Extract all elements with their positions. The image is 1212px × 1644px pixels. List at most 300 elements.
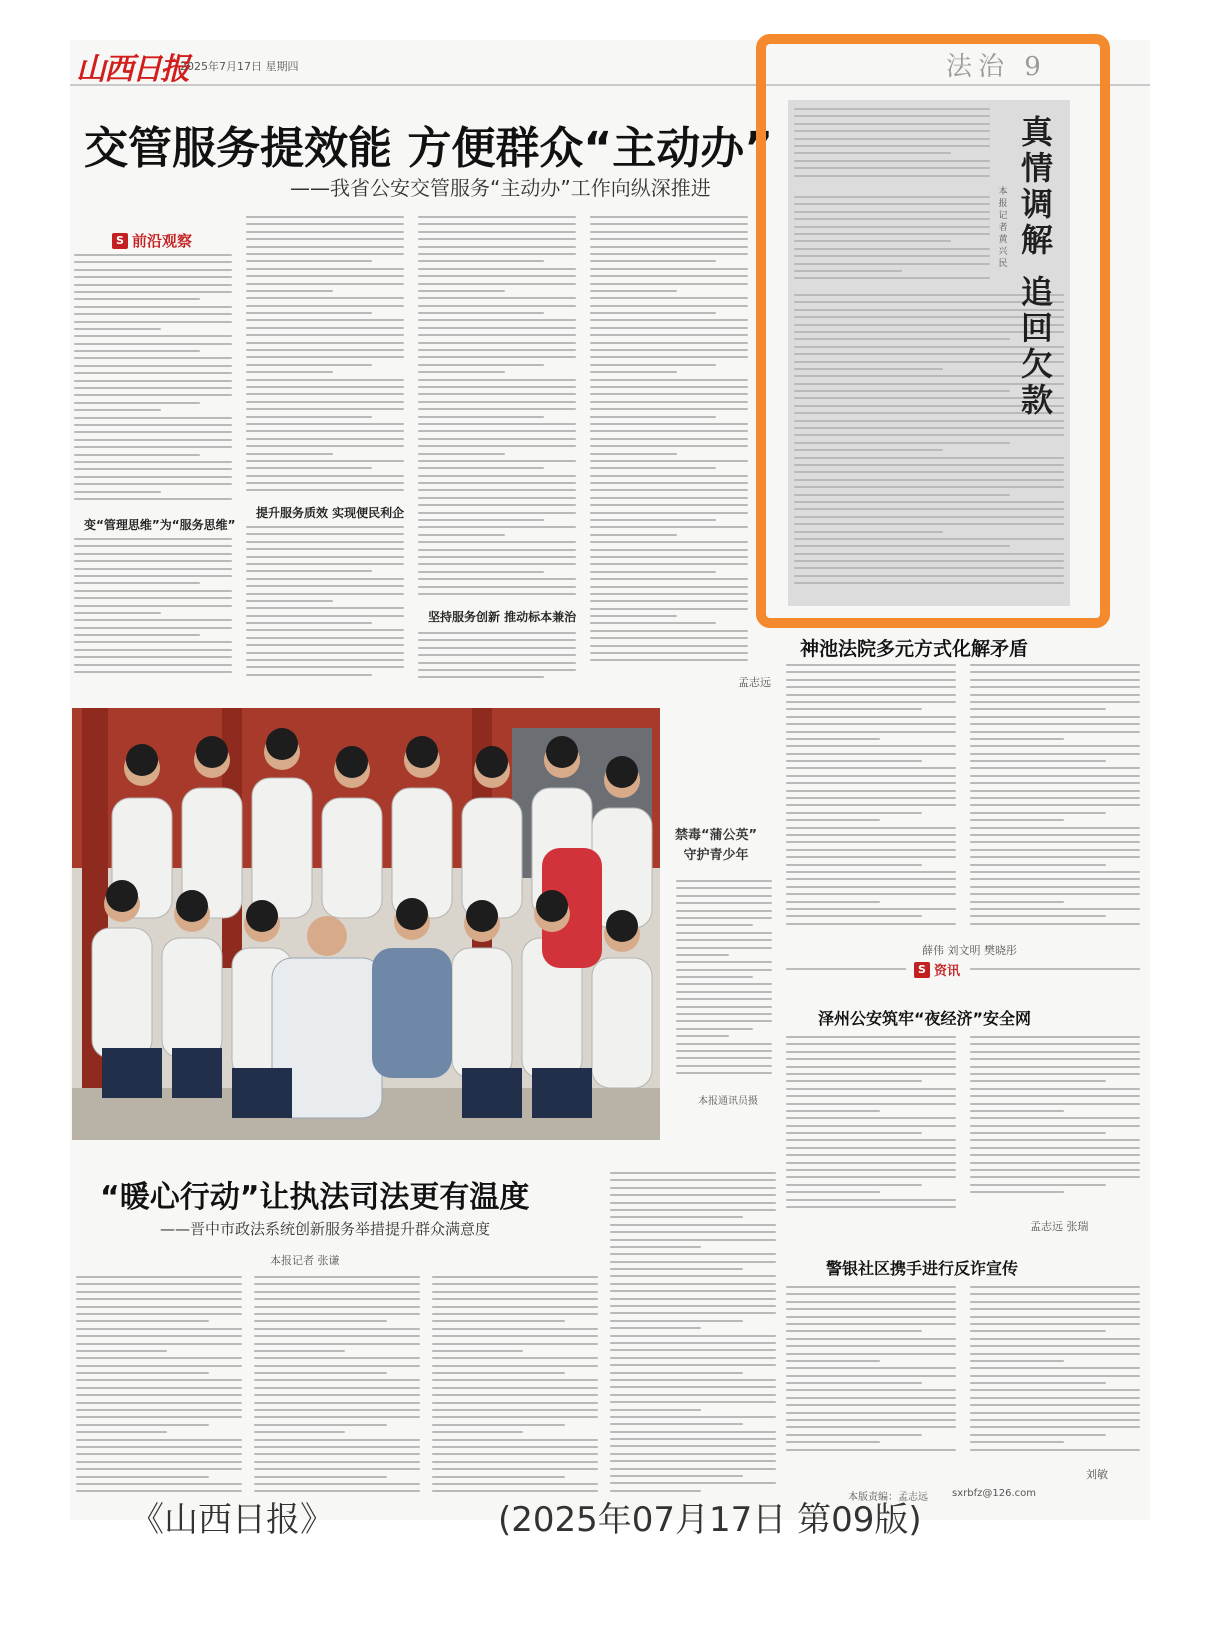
text-line <box>970 716 1140 718</box>
text-line <box>418 430 576 432</box>
text-line <box>246 453 333 455</box>
lead-body-column-3 <box>246 216 404 498</box>
text-line <box>610 1327 701 1329</box>
text-line <box>418 556 576 558</box>
text-line <box>246 371 333 373</box>
text-line <box>786 1191 880 1193</box>
text-line <box>610 1394 776 1396</box>
text-line <box>590 652 748 654</box>
text-line <box>76 1476 209 1478</box>
text-line <box>786 782 956 784</box>
text-line <box>246 578 404 580</box>
text-line <box>970 723 1140 725</box>
text-line <box>970 1286 1140 1288</box>
text-line <box>970 834 1140 836</box>
text-line <box>786 1330 922 1332</box>
text-line <box>786 1043 956 1045</box>
text-line <box>74 321 232 323</box>
text-line <box>786 716 956 718</box>
text-line <box>970 1184 1106 1186</box>
text-line <box>418 231 576 233</box>
text-line <box>76 1291 242 1293</box>
text-line <box>970 856 1140 858</box>
text-line <box>610 1386 776 1388</box>
text-line <box>590 238 748 240</box>
second-body-column-1 <box>76 1276 242 1498</box>
lead-body-column-7 <box>590 216 748 668</box>
text-line <box>254 1357 420 1359</box>
text-line <box>786 671 956 673</box>
text-line <box>432 1439 598 1441</box>
text-line <box>970 1375 1140 1377</box>
text-line <box>246 615 404 617</box>
text-line <box>610 1194 776 1196</box>
text-line <box>590 253 748 255</box>
text-line <box>590 586 748 588</box>
text-line <box>970 1103 1140 1105</box>
photo-credit: 本报通讯员摄 <box>698 1096 758 1107</box>
text-line <box>76 1402 242 1404</box>
text-line <box>74 590 232 592</box>
text-line <box>786 708 922 710</box>
text-line <box>676 939 772 941</box>
text-line <box>74 605 232 607</box>
text-line <box>418 489 576 491</box>
divider-right <box>970 968 1140 970</box>
text-line <box>970 1051 1140 1053</box>
text-line <box>970 871 1140 873</box>
text-line <box>970 1080 1106 1082</box>
text-line <box>418 445 576 447</box>
text-line <box>786 1419 956 1421</box>
text-line <box>970 1434 1106 1436</box>
text-line <box>76 1276 242 1278</box>
text-line <box>246 526 404 528</box>
text-line <box>970 1301 1140 1303</box>
text-line <box>74 575 232 577</box>
lead-subhead: ——我省公安交管服务“主动办”工作向纵深推进 <box>290 176 711 200</box>
text-line <box>610 1349 776 1351</box>
second-body-column-3 <box>432 1276 598 1498</box>
text-line <box>418 356 576 358</box>
text-line <box>786 812 922 814</box>
text-line <box>432 1446 598 1448</box>
text-line <box>786 1154 956 1156</box>
text-line <box>418 297 576 299</box>
text-line <box>676 902 772 904</box>
story-zezhou-title: 泽州公安筑牢“夜经济”安全网 <box>818 1009 1032 1028</box>
text-line <box>418 342 576 344</box>
text-line <box>786 908 956 910</box>
text-line <box>610 1172 776 1174</box>
text-line <box>786 1404 956 1406</box>
page-editor: 本版责编：孟志远 <box>848 1492 928 1503</box>
text-line <box>590 549 748 551</box>
photo-caption-title <box>668 826 764 866</box>
text-line <box>74 417 232 419</box>
text-line <box>970 1367 1140 1369</box>
text-line <box>246 275 404 277</box>
text-line <box>246 430 404 432</box>
text-line <box>610 1224 776 1226</box>
text-line <box>590 497 748 499</box>
text-line <box>590 216 748 218</box>
text-line <box>254 1468 420 1470</box>
text-line <box>254 1461 420 1463</box>
text-line <box>246 297 404 299</box>
text-line <box>432 1298 598 1300</box>
text-line <box>610 1401 776 1403</box>
text-line <box>76 1283 242 1285</box>
text-line <box>970 893 1140 895</box>
text-line <box>590 268 748 270</box>
text-line <box>610 1438 776 1440</box>
text-line <box>246 268 404 270</box>
text-line <box>786 760 922 762</box>
story-shenchi-title: 神池法院多元方式化解矛盾 <box>800 638 1029 660</box>
text-line <box>418 654 576 656</box>
text-line <box>418 246 576 248</box>
text-line <box>786 1036 956 1038</box>
text-line <box>254 1320 387 1322</box>
text-line <box>254 1328 420 1330</box>
text-line <box>418 312 544 314</box>
text-line <box>970 841 1140 843</box>
text-line <box>246 290 333 292</box>
text-line <box>590 319 748 321</box>
text-line <box>74 394 232 396</box>
text-line <box>74 306 232 308</box>
text-line <box>590 283 748 285</box>
text-line <box>254 1291 420 1293</box>
text-line <box>590 246 748 248</box>
text-line <box>74 291 232 293</box>
text-line <box>254 1276 420 1278</box>
text-line <box>76 1468 242 1470</box>
text-line <box>786 849 956 851</box>
text-line <box>970 679 1140 681</box>
text-line <box>786 1382 922 1384</box>
text-line <box>590 401 748 403</box>
text-line <box>74 649 232 651</box>
text-line <box>590 371 677 373</box>
text-line <box>74 627 232 629</box>
text-line <box>970 1073 1140 1075</box>
story-antifraud-title: 警银社区携手进行反诈宣传 <box>826 1259 1019 1278</box>
text-line <box>418 290 505 292</box>
text-line <box>246 238 404 240</box>
citation-paper-name: 《山西日报》 <box>130 1500 334 1540</box>
text-line <box>418 349 576 351</box>
text-line <box>970 864 1106 866</box>
news-photo-students <box>72 708 660 1140</box>
text-line <box>418 519 544 521</box>
text-line <box>610 1290 776 1292</box>
text-line <box>786 1375 956 1377</box>
text-line <box>76 1387 242 1389</box>
publication-date: 2025年7月17日 星期四 <box>180 60 299 73</box>
text-line <box>418 334 576 336</box>
text-line <box>590 571 716 573</box>
text-line <box>74 671 232 673</box>
text-line <box>970 1139 1140 1141</box>
text-line <box>418 379 576 381</box>
text-line <box>610 1179 776 1181</box>
text-line <box>610 1409 701 1411</box>
text-line <box>610 1275 776 1277</box>
text-line <box>786 1169 956 1171</box>
text-line <box>970 782 1140 784</box>
text-line <box>786 753 956 755</box>
text-line <box>246 482 404 484</box>
text-line <box>246 600 333 602</box>
text-line <box>786 864 922 866</box>
text-line <box>786 767 956 769</box>
text-line <box>74 483 232 485</box>
text-line <box>786 1308 956 1310</box>
text-line <box>610 1283 776 1285</box>
lead-headline: 交管服务提效能 方便群众“主动办” <box>84 123 774 174</box>
text-line <box>786 1110 880 1112</box>
text-line <box>676 887 772 889</box>
text-line <box>970 1323 1140 1325</box>
section-tag-label: 前沿观察 <box>132 232 193 250</box>
text-line <box>676 1035 729 1037</box>
text-line <box>590 290 677 292</box>
text-line <box>676 947 772 949</box>
text-line <box>970 738 1064 740</box>
lead-body-column-2 <box>74 538 232 684</box>
text-line <box>786 664 956 666</box>
text-line <box>970 745 1140 747</box>
text-line <box>74 402 200 404</box>
text-line <box>786 1088 956 1090</box>
text-line <box>970 1066 1140 1068</box>
text-line <box>610 1298 776 1300</box>
text-line <box>786 1147 956 1149</box>
text-line <box>418 639 576 641</box>
text-line <box>786 1441 880 1443</box>
text-line <box>970 1169 1140 1171</box>
text-line <box>590 275 748 277</box>
text-line <box>74 545 232 547</box>
text-line <box>246 652 404 654</box>
text-line <box>418 504 576 506</box>
text-line <box>590 393 748 395</box>
text-line <box>254 1335 420 1337</box>
text-line <box>74 538 232 540</box>
text-line <box>76 1372 209 1374</box>
text-line <box>676 1020 772 1022</box>
text-line <box>76 1335 242 1337</box>
text-line <box>610 1231 776 1233</box>
text-line <box>246 327 404 329</box>
text-line <box>590 512 748 514</box>
text-line <box>786 893 956 895</box>
text-line <box>246 563 404 565</box>
text-line <box>610 1468 776 1470</box>
text-line <box>610 1416 776 1418</box>
text-line <box>74 553 232 555</box>
text-line <box>418 549 576 551</box>
text-line <box>970 1176 1140 1178</box>
text-line <box>246 666 404 668</box>
text-line <box>74 656 232 658</box>
text-line <box>970 1338 1140 1340</box>
text-line <box>246 334 404 336</box>
text-line <box>432 1372 565 1374</box>
text-line <box>418 216 576 218</box>
text-line <box>418 647 576 649</box>
text-line <box>786 738 880 740</box>
text-line <box>590 364 716 366</box>
text-line <box>610 1460 776 1462</box>
text-line <box>432 1276 598 1278</box>
editor-email: sxrbfz@126.com <box>952 1488 1036 1499</box>
text-line <box>74 468 232 470</box>
text-line <box>786 878 956 880</box>
text-line <box>246 548 404 550</box>
text-line <box>786 1286 956 1288</box>
text-line <box>970 1308 1140 1310</box>
text-line <box>418 571 544 573</box>
text-line <box>610 1445 776 1447</box>
text-line <box>590 260 716 262</box>
text-line <box>970 812 1106 814</box>
text-line <box>76 1431 167 1433</box>
text-line <box>246 423 404 425</box>
highlighted-article-byline: 本报记者 黄兴民 <box>998 187 1008 269</box>
text-line <box>590 475 748 477</box>
text-line <box>246 593 404 595</box>
text-line <box>610 1239 776 1241</box>
text-line <box>590 408 748 410</box>
text-line <box>254 1343 420 1345</box>
text-line <box>610 1431 776 1433</box>
text-line <box>74 461 232 463</box>
text-line <box>418 438 576 440</box>
text-line <box>970 849 1140 851</box>
text-line <box>418 534 505 536</box>
text-line <box>76 1424 209 1426</box>
text-line <box>418 423 576 425</box>
text-line <box>254 1453 420 1455</box>
text-line <box>246 305 404 307</box>
text-line <box>786 1293 956 1295</box>
text-line <box>254 1283 420 1285</box>
text-line <box>246 445 404 447</box>
text-line <box>786 1353 956 1355</box>
text-line <box>246 246 404 248</box>
text-line <box>786 886 956 888</box>
text-line <box>786 819 880 821</box>
text-line <box>970 1412 1140 1414</box>
text-line <box>970 1162 1140 1164</box>
text-line <box>74 328 161 330</box>
text-line <box>610 1246 701 1248</box>
text-line <box>246 533 404 535</box>
text-line <box>246 364 372 366</box>
text-line <box>246 260 372 262</box>
text-line <box>786 1345 956 1347</box>
text-line <box>246 416 372 418</box>
text-line <box>590 231 748 233</box>
text-line <box>786 1449 956 1451</box>
divider-left <box>786 968 906 970</box>
text-line <box>418 268 576 270</box>
text-line <box>432 1306 598 1308</box>
text-line <box>432 1468 598 1470</box>
text-line <box>786 1412 956 1414</box>
text-line <box>76 1439 242 1441</box>
text-line <box>590 453 677 455</box>
text-line <box>590 541 748 543</box>
text-line <box>786 1389 956 1391</box>
text-line <box>610 1475 743 1477</box>
text-line <box>970 827 1140 829</box>
text-line <box>590 423 748 425</box>
text-line <box>590 608 748 610</box>
text-line <box>970 1191 1064 1193</box>
text-line <box>418 460 576 462</box>
text-line <box>970 1316 1140 1318</box>
text-line <box>676 910 772 912</box>
text-line <box>418 393 576 395</box>
text-line <box>590 519 716 521</box>
text-line <box>432 1387 598 1389</box>
text-line <box>610 1342 776 1344</box>
text-line <box>786 679 956 681</box>
text-line <box>786 1176 956 1178</box>
text-line <box>246 438 404 440</box>
lead-minihead-3: 坚持服务创新 推动标本兼治 <box>428 610 577 624</box>
text-line <box>254 1394 420 1396</box>
text-line <box>590 356 748 358</box>
text-line <box>786 856 956 858</box>
text-line <box>432 1453 598 1455</box>
text-line <box>74 372 232 374</box>
text-line <box>246 379 404 381</box>
text-line <box>590 223 748 225</box>
text-line <box>786 1066 956 1068</box>
text-line <box>786 1058 956 1060</box>
text-line <box>786 1397 956 1399</box>
text-line <box>254 1409 420 1411</box>
photo-caption-line-1: 禁毒“蒲公英” <box>674 828 758 843</box>
text-line <box>246 231 404 233</box>
text-line <box>786 1184 922 1186</box>
text-line <box>74 476 232 478</box>
newspaper-logo: 山西日报 <box>76 52 188 87</box>
text-line <box>590 526 748 528</box>
antifraud-body-column-1 <box>786 1286 956 1462</box>
text-line <box>786 1301 956 1303</box>
text-line <box>418 416 544 418</box>
text-line <box>610 1320 743 1322</box>
text-line <box>590 482 748 484</box>
text-line <box>970 1389 1140 1391</box>
text-line <box>76 1409 242 1411</box>
text-line <box>786 775 956 777</box>
text-line <box>254 1446 420 1448</box>
text-line <box>246 216 404 218</box>
text-line <box>246 644 404 646</box>
text-line <box>590 386 748 388</box>
text-line <box>76 1328 242 1330</box>
text-line <box>74 634 200 636</box>
text-line <box>74 284 232 286</box>
text-line <box>786 1095 956 1097</box>
